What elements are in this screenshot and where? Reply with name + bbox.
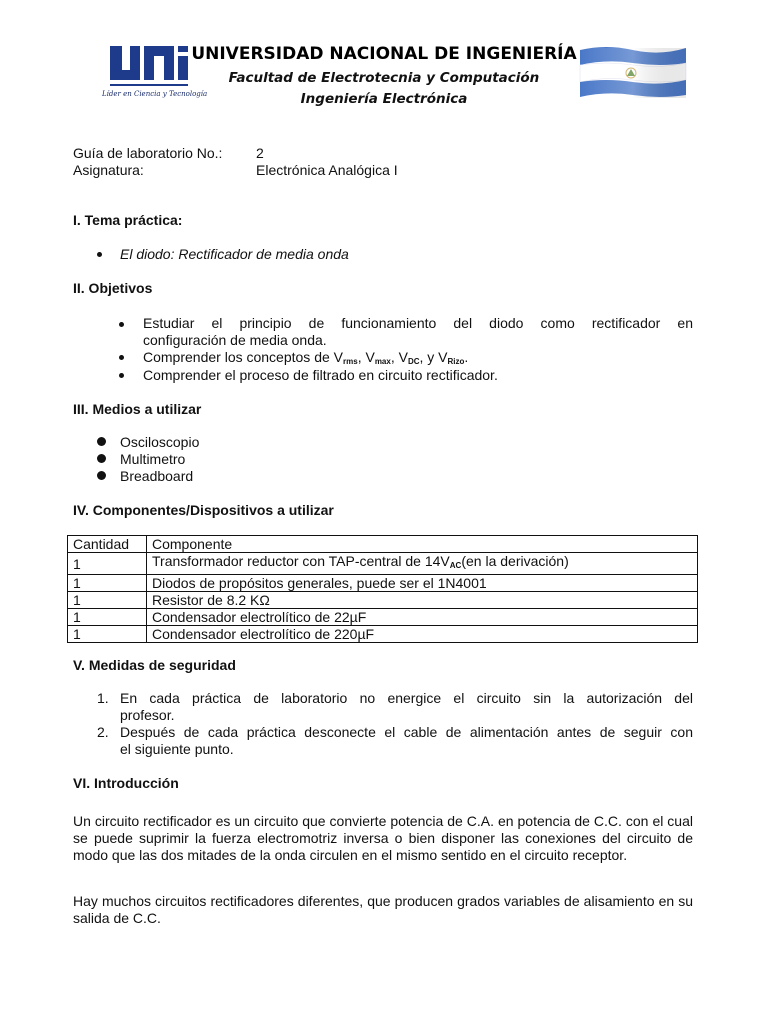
table-row [68,575,698,592]
safety-1-line-2: profesor. [120,707,175,723]
bullet-icon [119,373,124,378]
table-header-row [68,536,698,553]
topic-item: El diodo: Rectificador de media onda [120,246,349,262]
guide-label: Guía de laboratorio No.: [73,145,223,161]
row-quantity: 1 [68,553,147,575]
objective-1-line-1: Estudiar el principio de funcionamiento del diodo como rectificador en [143,315,693,331]
guide-number: 2 [256,145,264,161]
section-3-heading: III. Medios a utilizar [73,401,202,417]
bullet-icon [97,471,106,480]
bullet-icon [97,437,106,446]
row-component: Condensador electrolítico de 22µF [147,609,698,626]
career-title: Ingeniería Electrónica [300,91,468,107]
subject-value: Electrónica Analógica I [256,162,398,178]
objective-2: Comprender los conceptos de $V_{rms}$, $V_{max}$, $V_{DC}$, y $V_{Rizo}$. [143,349,469,366]
intro-paragraph-1: Un circuito rectificador es un circuito que convierte potencia de C.A. en potencia de C.C. con el cual se puede suprimir la fuerza electromotriz inversa o bien disponer las conexiones del circuito de modo que las dos mitades de la onda circulen en el mismo sentido en el circuito receptor. [73,813,693,863]
bullet-icon [119,322,124,327]
media-item-oscilloscope: Osciloscopio [120,434,200,450]
media-item-breadboard: Breadboard [120,468,194,484]
safety-2-number: 2. [97,724,109,740]
row-quantity: 1 [68,575,147,592]
table-row [68,592,698,609]
table-row [68,626,698,643]
section-6-heading: VI. Introducción [73,775,179,791]
column-header-quantity: Cantidad [68,536,147,553]
subject-label: Asignatura: [73,162,144,178]
safety-1-line-1: En cada práctica de laboratorio no energice el circuito sin la autorización del [120,690,693,706]
media-item-multimeter: Multimetro [120,451,186,467]
row-component: Diodos de propósitos generales, puede ser el 1N4001 [147,575,698,592]
row-quantity: 1 [68,592,147,609]
logo-tagline: Líder en Ciencia y Tecnología [102,90,208,98]
row-quantity: 1 [68,626,147,643]
section-4-heading: IV. Componentes/Dispositivos a utilizar [73,502,334,518]
row-quantity: 1 [68,609,147,626]
column-header-component: Componente [147,536,698,553]
components-table [67,535,698,643]
bullet-icon [97,252,102,257]
row-component: Condensador electrolítico de 220µF [147,626,698,643]
safety-1-number: 1. [97,690,109,706]
intro-paragraph-2: Hay muchos circuitos rectificadores diferentes, que producen grados variables de alisamiento en su salida de C.C. [73,893,693,926]
nicaragua-flag [576,44,690,100]
table-row [68,609,698,626]
section-5-heading: V. Medidas de seguridad [73,657,236,673]
objective-3: Comprender el proceso de filtrado en circuito rectificador. [143,367,498,383]
section-2-heading: II. Objetivos [73,280,153,296]
safety-2-line-1: Después de cada práctica desconecte el cable de alimentación antes de seguir con [120,724,693,740]
safety-2-line-2: el siguiente punto. [120,741,234,757]
university-title: UNIVERSIDAD NACIONAL DE INGENIERÍA [191,44,577,64]
bullet-icon [119,355,124,360]
table-row [68,553,698,575]
section-1-heading: I. Tema práctica: [73,212,183,228]
row-component: Transformador reductor con TAP-central de $14V_{AC}(en$ la derivación) [147,553,698,575]
faculty-title: Facultad de Electrotecnia y Computación [228,70,540,86]
bullet-icon [97,454,106,463]
objective-1-line-2: configuración de media onda. [143,332,327,348]
row-component: Resistor de 8.2 KΩ [147,592,698,609]
